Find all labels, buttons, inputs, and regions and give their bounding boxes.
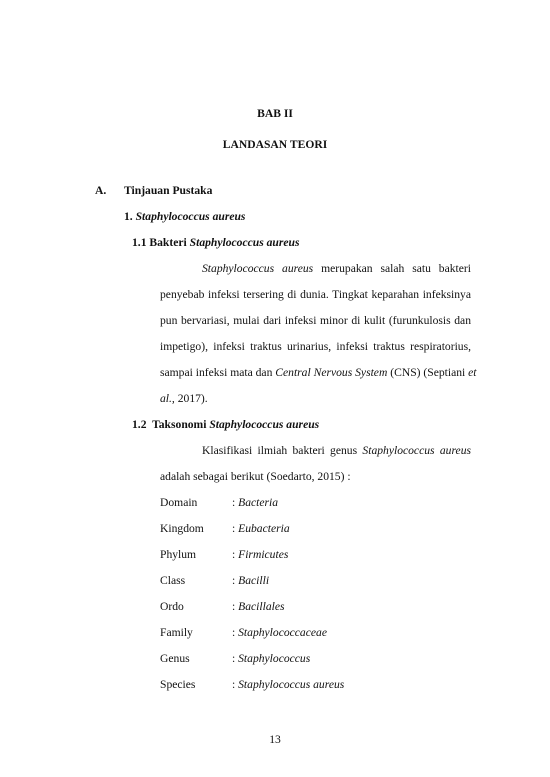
paragraph-1-line-3: pun bervariasi, mulai dari infeksi minor di kulit (furunkulosis dan [160, 314, 471, 327]
taxonomy-value: : Staphylococcus aureus [232, 678, 345, 691]
taxonomy-rank: Genus [160, 652, 190, 665]
taxonomy-value: : Bacteria [232, 496, 279, 509]
subsection-1-title: Staphylococcus aureus [135, 210, 246, 223]
chapter-label: BAB II [257, 107, 293, 120]
taxonomy-value: : Staphylococcus [232, 652, 311, 665]
subsection-1-2-heading [132, 419, 319, 431]
taxonomy-rank: Domain [160, 496, 198, 509]
taxonomy-value: : Bacillales [232, 600, 285, 613]
subsection-1-2-number: 1.2 [132, 418, 147, 431]
paragraph-1-line-4: impetigo), infeksi traktus urinarius, infeksi traktus respiratorius, [160, 340, 471, 353]
section-marker: A. [95, 184, 107, 197]
taxonomy-rank: Phylum [160, 548, 197, 561]
taxonomy-rank: Kingdom [160, 522, 204, 535]
subsection-1-1-title-italic: Staphylococcus aureus [189, 236, 300, 249]
paragraph-1-line-6: al., 2017). [160, 392, 208, 405]
taxonomy-rank: Class [160, 574, 186, 587]
subsection-1-2-title-italic: Staphylococcus aureus [209, 418, 320, 431]
subsection-1-2-title-plain: Taksonomi [152, 418, 210, 431]
taxonomy-rank: Species [160, 678, 196, 691]
paragraph-1-line-2: penyebab infeksi tersering di dunia. Tingkat keparahan infeksinya [160, 288, 471, 301]
taxonomy-value: : Eubacteria [232, 522, 290, 535]
paragraph-2-line-2: adalah sebagai berikut (Soedarto, 2015) : [160, 470, 351, 483]
taxonomy-value: : Bacilli [232, 574, 270, 587]
taxonomy-rank: Family [160, 626, 193, 639]
taxonomy-value: : Staphylococcaceae [232, 626, 327, 639]
paragraph-1-line-1: Staphylococcus aureus merupakan salah satu bakteri [202, 262, 471, 275]
chapter-title: LANDASAN TEORI [222, 138, 328, 151]
subsection-1-heading [124, 211, 245, 223]
subsection-1-number: 1. [124, 210, 133, 223]
section-title: Tinjauan Pustaka [124, 184, 213, 197]
subsection-1-1-title-plain: Bakteri [149, 236, 190, 249]
subsection-1-1-heading [132, 237, 300, 249]
paragraph-1-italic-term: Staphylococcus aureus [202, 262, 314, 275]
subsection-1-1-number: 1.1 [132, 236, 147, 249]
page-number: 13 [269, 733, 281, 746]
paragraph-2-line-1: Klasifikasi ilmiah bakteri genus Staphylococcus aureus [202, 444, 471, 457]
taxonomy-rank: Ordo [160, 600, 184, 613]
taxonomy-value: : Firmicutes [232, 548, 289, 561]
paragraph-1-line-5: sampai infeksi mata dan Central Nervous System (CNS) (Septiani et [160, 366, 477, 379]
